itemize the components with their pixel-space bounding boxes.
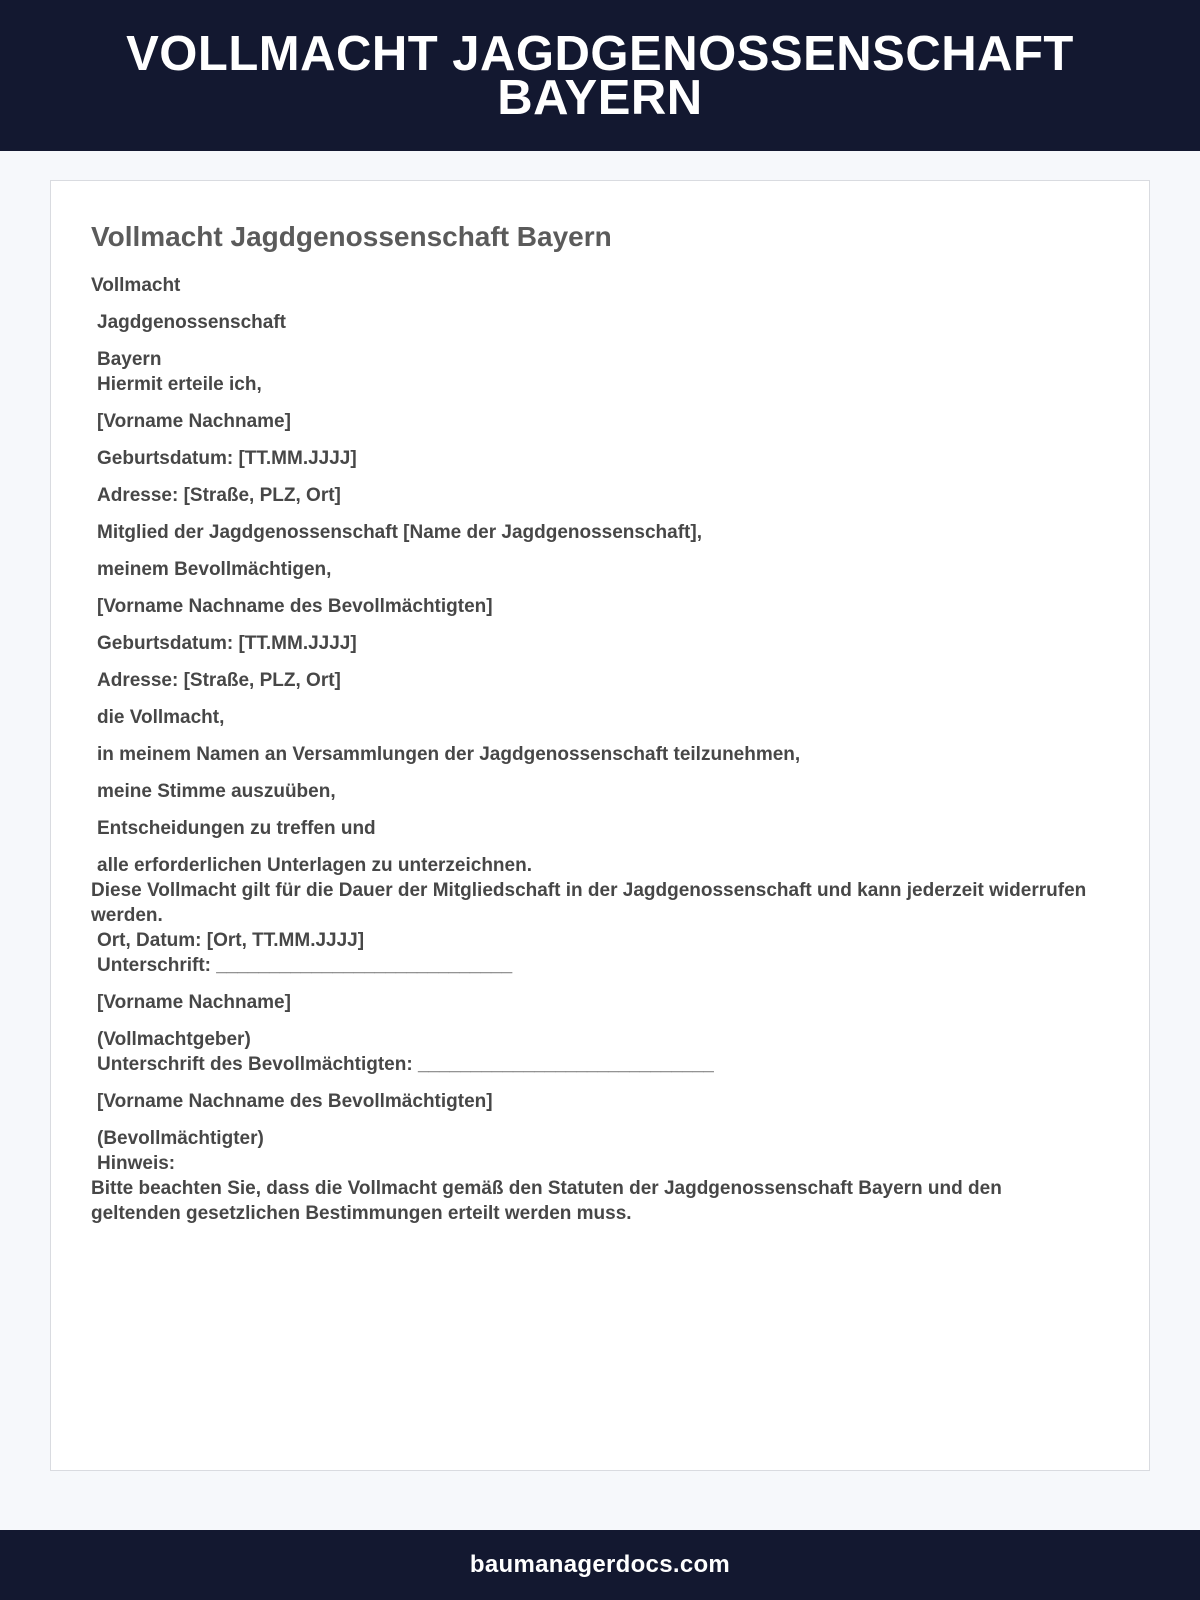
text-line-bayern: Bayern — [97, 349, 162, 370]
page-header — [0, 0, 1200, 151]
agent-role-label: (Bevollmächtigter) — [97, 1128, 264, 1149]
text-line-mitglied: Mitglied der Jagdgenossenschaft [Name der Jagdgenossenschaft], — [97, 522, 702, 543]
footer-site-link[interactable]: baumanagerdocs.com — [469, 1551, 731, 1578]
validity-paragraph: Diese Vollmacht gilt für die Dauer der Mitgliedschaft in der Jagdgenossenschaft und kann jederzeit widerrufen werden. — [91, 880, 1087, 926]
text-line-vollmacht: Vollmacht — [91, 275, 181, 296]
document-card — [50, 180, 1150, 1471]
text-line-bevollmaechtigen: meinem Bevollmächtigen, — [97, 559, 332, 580]
note-paragraph: Bitte beachten Sie, dass die Vollmacht gemäß den Statuten der Jagdgenossenschaft Bayern und den geltenden gesetzlichen Bestimmungen erteilt werden muss. — [91, 1178, 1002, 1224]
text-line-entscheidungen: Entscheidungen zu treffen und — [97, 818, 376, 839]
text-line-unterlagen: alle erforderlichen Unterlagen zu unterzeichnen. — [97, 855, 532, 876]
text-line-versammlungen: in meinem Namen an Versammlungen der Jagdgenossenschaft teilzunehmen, — [97, 744, 801, 765]
grantor-name-placeholder: [Vorname Nachname] — [97, 411, 291, 432]
grantor-address-placeholder: Adresse: [Straße, PLZ, Ort] — [97, 485, 341, 506]
text-line-jagdgenossenschaft: Jagdgenossenschaft — [97, 312, 286, 333]
document-title: Vollmacht Jagdgenossenschaft Bayern — [91, 221, 612, 252]
text-line-die-vollmacht: die Vollmacht, — [97, 707, 225, 728]
text-line-hiermit: Hiermit erteile ich, — [97, 374, 262, 395]
agent-signature-name: [Vorname Nachname des Bevollmächtigten] — [97, 1091, 493, 1112]
text-line-stimme: meine Stimme auszuüben, — [97, 781, 336, 802]
header-title: VOLLMACHT JAGDGENOSSENSCHAFT BAYERN — [126, 26, 1074, 125]
agent-birthdate-placeholder: Geburtsdatum: [TT.MM.JJJJ] — [97, 633, 357, 654]
place-date-placeholder: Ort, Datum: [Ort, TT.MM.JJJJ] — [97, 930, 365, 951]
agent-address-placeholder: Adresse: [Straße, PLZ, Ort] — [97, 670, 341, 691]
agent-signature-line: Unterschrift des Bevollmächtigten: ____________________________ — [97, 1054, 714, 1075]
page-footer — [0, 1530, 1200, 1600]
grantor-signature-line: Unterschrift: ____________________________ — [97, 955, 513, 976]
agent-name-placeholder: [Vorname Nachname des Bevollmächtigten] — [97, 596, 493, 617]
grantor-role-label: (Vollmachtgeber) — [97, 1029, 251, 1050]
grantor-birthdate-placeholder: Geburtsdatum: [TT.MM.JJJJ] — [97, 448, 357, 469]
note-heading: Hinweis: — [97, 1153, 176, 1174]
document-body — [91, 273, 1109, 1226]
grantor-signature-name: [Vorname Nachname] — [97, 992, 291, 1013]
